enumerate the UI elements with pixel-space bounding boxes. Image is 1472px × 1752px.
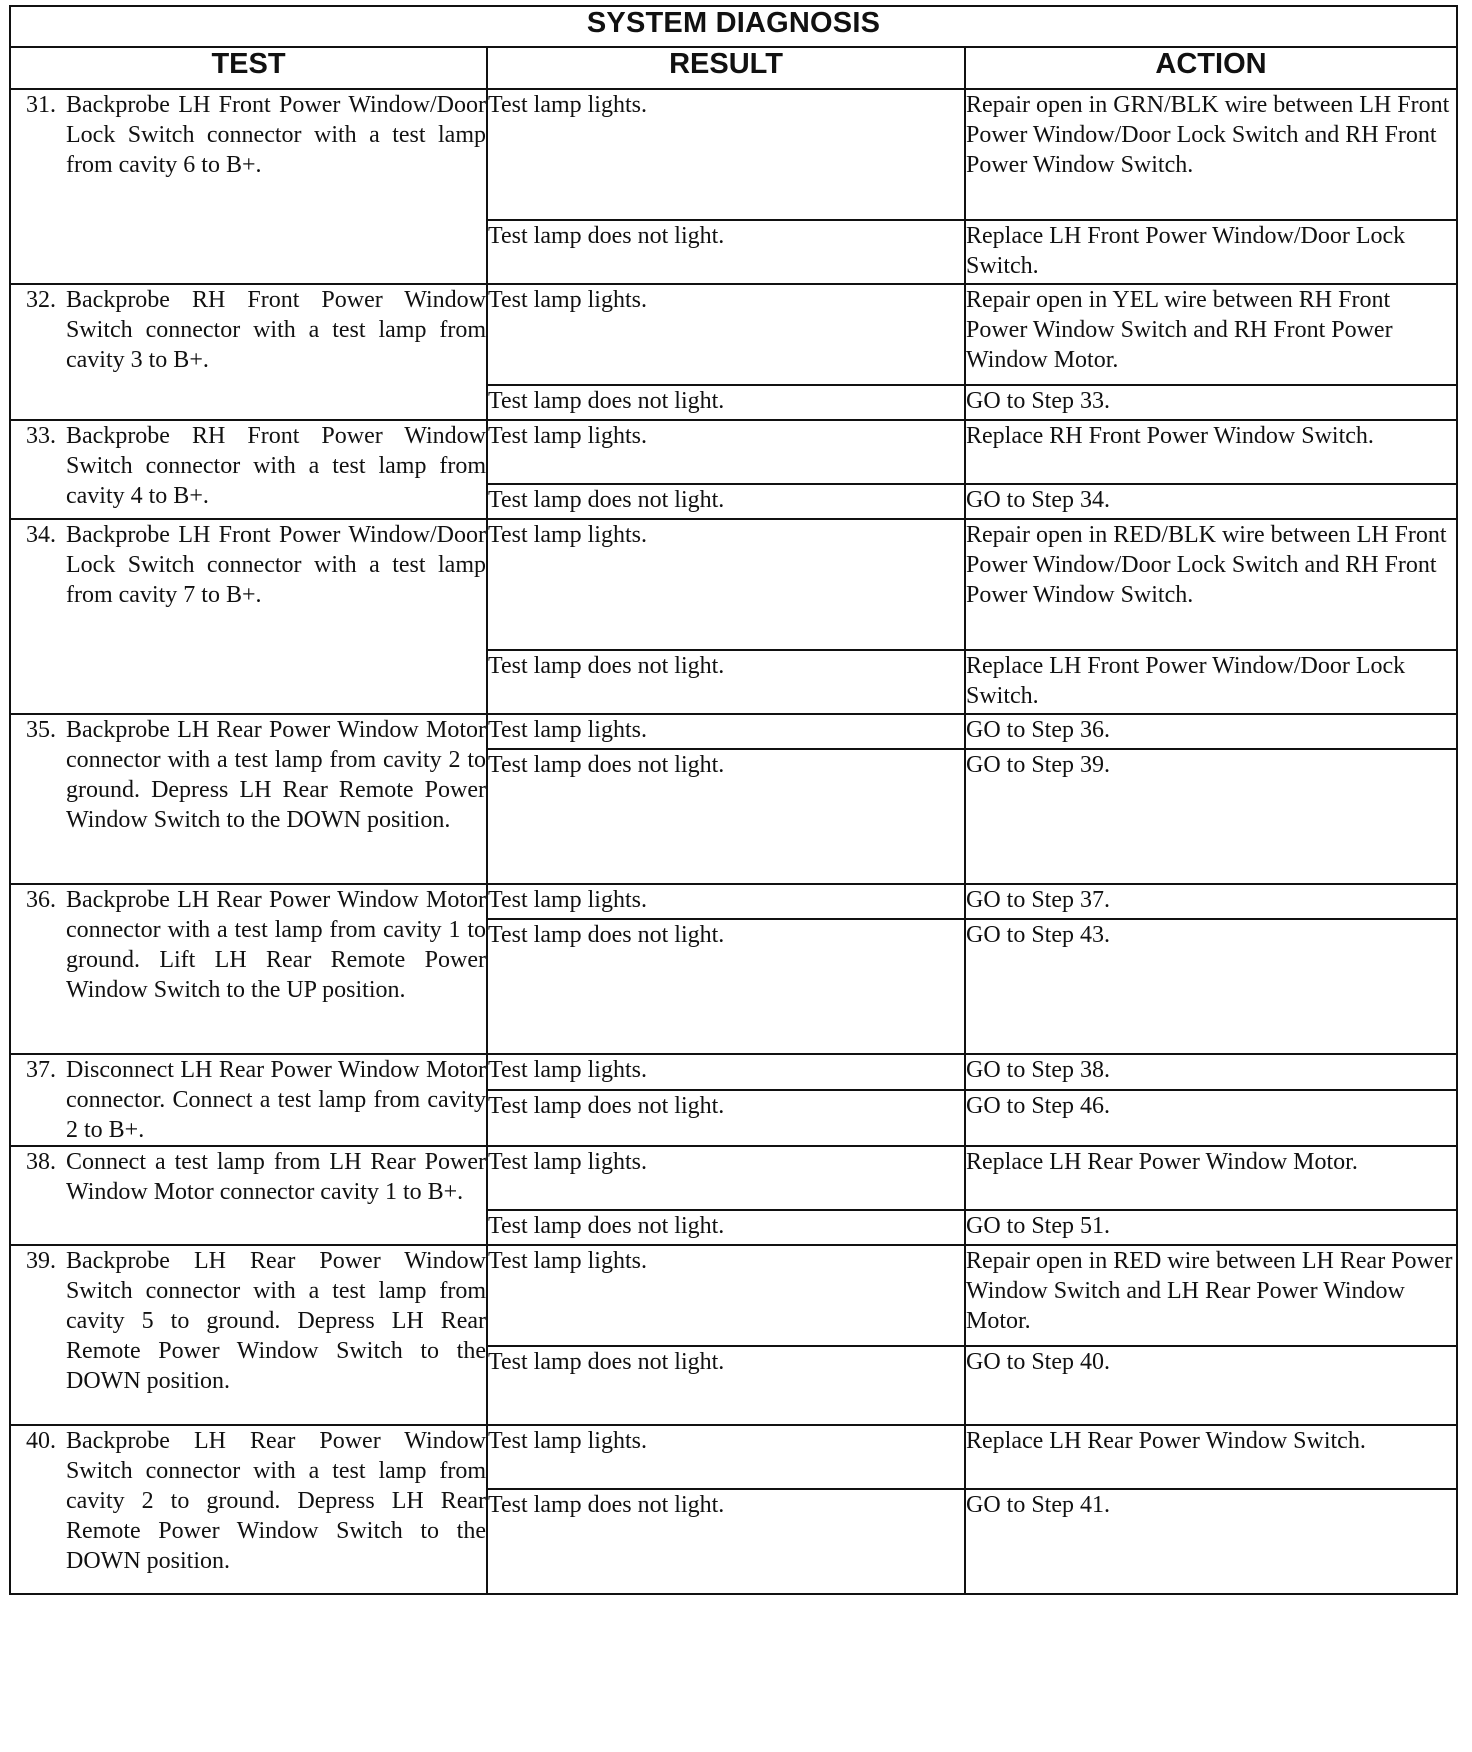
- step-number: 34.: [26, 522, 56, 548]
- test-cell: [10, 714, 487, 884]
- result-column-header: RESULT: [487, 47, 965, 89]
- test-cell: [10, 1245, 487, 1425]
- result-cell: Test lamp lights.: [487, 1146, 965, 1210]
- step-row: [10, 1054, 1457, 1090]
- action-cell: GO to Step 38.: [965, 1054, 1457, 1090]
- result-cell: Test lamp lights.: [487, 284, 965, 385]
- action-cell: GO to Step 39.: [965, 749, 1457, 884]
- action-cell: Replace LH Front Power Window/Door Lock Switch.: [965, 220, 1457, 284]
- column-header-row: [10, 47, 1457, 89]
- test-cell: [10, 1425, 487, 1594]
- action-cell: GO to Step 33.: [965, 385, 1457, 420]
- test-instruction: Backprobe LH Rear Power Window Motor connector with a test lamp from cavity 2 to ground. Depress LH Rear Remote Power Window Switch to the DOWN position.: [66, 717, 486, 833]
- test-cell: [10, 519, 487, 714]
- test-instruction: Backprobe LH Rear Power Window Switch connector with a test lamp from cavity 2 to ground. Depress LH Rear Remote Power Window Switch to the DOWN position.: [66, 1428, 486, 1574]
- action-cell: Replace RH Front Power Window Switch.: [965, 420, 1457, 484]
- test-instruction: Backprobe LH Rear Power Window Motor connector with a test lamp from cavity 1 to ground. Lift LH Rear Remote Power Window Switch to the UP position.: [66, 887, 486, 1003]
- step-number: 33.: [26, 423, 56, 449]
- step-row: [10, 884, 1457, 919]
- step-row: [10, 714, 1457, 749]
- result-cell: Test lamp lights.: [487, 1054, 965, 1090]
- step-number: 36.: [26, 887, 56, 913]
- action-column-header: ACTION: [965, 47, 1457, 89]
- result-cell: Test lamp does not light.: [487, 1210, 965, 1245]
- step-number: 39.: [26, 1248, 56, 1274]
- step-row: [10, 89, 1457, 220]
- table-title: SYSTEM DIAGNOSIS: [10, 6, 1457, 47]
- step-row: [10, 1245, 1457, 1346]
- result-cell: Test lamp does not light.: [487, 749, 965, 884]
- result-cell: Test lamp does not light.: [487, 220, 965, 284]
- result-cell: Test lamp lights.: [487, 89, 965, 220]
- test-cell: [10, 420, 487, 519]
- action-cell: Replace LH Rear Power Window Motor.: [965, 1146, 1457, 1210]
- test-instruction: Connect a test lamp from LH Rear Power Window Motor connector cavity 1 to B+.: [66, 1149, 486, 1205]
- step-number: 40.: [26, 1428, 56, 1454]
- action-cell: GO to Step 46.: [965, 1090, 1457, 1146]
- test-cell: [10, 1146, 487, 1245]
- result-cell: Test lamp does not light.: [487, 1489, 965, 1594]
- action-cell: GO to Step 43.: [965, 919, 1457, 1054]
- step-row: [10, 1146, 1457, 1210]
- action-cell: Replace LH Front Power Window/Door Lock Switch.: [965, 650, 1457, 714]
- test-instruction: Backprobe RH Front Power Window Switch connector with a test lamp from cavity 3 to B+.: [66, 287, 486, 373]
- test-instruction: Backprobe RH Front Power Window Switch connector with a test lamp from cavity 4 to B+.: [66, 423, 486, 509]
- system-diagnosis-document: [9, 5, 1456, 1595]
- test-cell: [10, 89, 487, 284]
- action-cell: Repair open in YEL wire between RH Front Power Window Switch and RH Front Power Window Motor.: [965, 284, 1457, 385]
- action-cell: GO to Step 41.: [965, 1489, 1457, 1594]
- test-column-header: TEST: [10, 47, 487, 89]
- step-row: [10, 420, 1457, 484]
- action-cell: Replace LH Rear Power Window Switch.: [965, 1425, 1457, 1489]
- result-cell: Test lamp lights.: [487, 884, 965, 919]
- step-row: [10, 284, 1457, 385]
- test-cell: [10, 1054, 487, 1146]
- table-body: [10, 89, 1457, 1594]
- test-cell: [10, 284, 487, 420]
- step-row: [10, 519, 1457, 650]
- action-cell: GO to Step 37.: [965, 884, 1457, 919]
- test-instruction: Disconnect LH Rear Power Window Motor connector. Connect a test lamp from cavity 2 to B+.: [66, 1057, 486, 1143]
- test-instruction: Backprobe LH Front Power Window/Door Lock Switch connector with a test lamp from cavity 6 to B+.: [66, 92, 486, 178]
- result-cell: Test lamp lights.: [487, 519, 965, 650]
- action-cell: Repair open in GRN/BLK wire between LH Front Power Window/Door Lock Switch and RH Front Power Window Switch.: [965, 89, 1457, 220]
- system-diagnosis-table: [9, 5, 1458, 1595]
- result-cell: Test lamp lights.: [487, 1245, 965, 1346]
- action-cell: Repair open in RED wire between LH Rear Power Window Switch and LH Rear Power Window Motor.: [965, 1245, 1457, 1346]
- result-cell: Test lamp does not light.: [487, 1346, 965, 1425]
- test-instruction: Backprobe LH Rear Power Window Switch connector with a test lamp from cavity 5 to ground. Depress LH Rear Remote Power Window Switch to the DOWN position.: [66, 1248, 486, 1394]
- title-row: [10, 6, 1457, 47]
- action-cell: GO to Step 51.: [965, 1210, 1457, 1245]
- result-cell: Test lamp does not light.: [487, 484, 965, 519]
- step-row: [10, 1425, 1457, 1489]
- step-number: 37.: [26, 1057, 56, 1083]
- result-cell: Test lamp lights.: [487, 420, 965, 484]
- test-cell: [10, 884, 487, 1054]
- result-cell: Test lamp does not light.: [487, 385, 965, 420]
- result-cell: Test lamp lights.: [487, 1425, 965, 1489]
- action-cell: GO to Step 40.: [965, 1346, 1457, 1425]
- step-number: 31.: [26, 92, 56, 118]
- step-number: 32.: [26, 287, 56, 313]
- step-number: 38.: [26, 1149, 56, 1175]
- action-cell: GO to Step 34.: [965, 484, 1457, 519]
- test-instruction: Backprobe LH Front Power Window/Door Lock Switch connector with a test lamp from cavity 7 to B+.: [66, 522, 486, 608]
- action-cell: Repair open in RED/BLK wire between LH Front Power Window/Door Lock Switch and RH Front Power Window Switch.: [965, 519, 1457, 650]
- result-cell: Test lamp does not light.: [487, 650, 965, 714]
- result-cell: Test lamp does not light.: [487, 919, 965, 1054]
- result-cell: Test lamp lights.: [487, 714, 965, 749]
- step-number: 35.: [26, 717, 56, 743]
- action-cell: GO to Step 36.: [965, 714, 1457, 749]
- result-cell: Test lamp does not light.: [487, 1090, 965, 1146]
